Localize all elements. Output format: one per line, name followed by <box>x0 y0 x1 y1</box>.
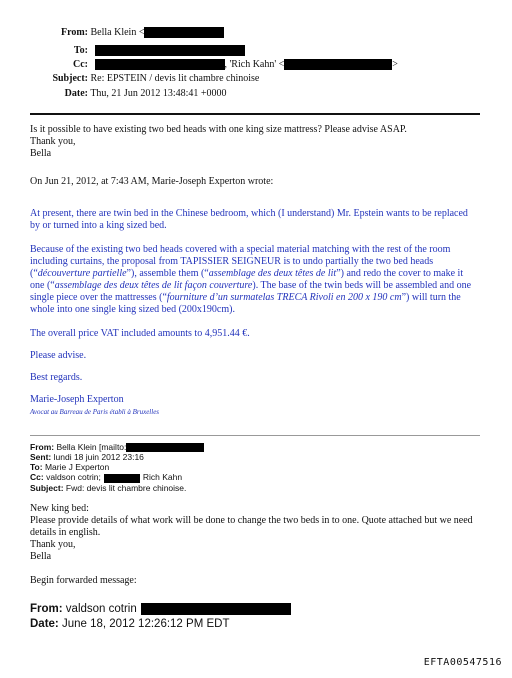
forward-sent-label: Sent: <box>30 452 52 463</box>
redaction-bar <box>104 474 140 483</box>
header-date-value: Thu, 21 Jun 2012 13:48:41 +0000 <box>90 88 227 99</box>
reply-line: Is it possible to have existing two bed heads with one king size mattress? Please advise ASAP. <box>30 124 407 135</box>
header-date-label: Date: <box>64 88 88 99</box>
forward-header <box>30 442 490 493</box>
forward-line: Begin forwarded message: <box>30 575 137 586</box>
reply-body <box>30 124 490 160</box>
forward-line: Thank you, <box>30 539 76 550</box>
redaction-bar <box>144 27 224 38</box>
bottom-date-value: June 18, 2012 12:26:12 PM EDT <box>61 618 230 630</box>
forward-to-row <box>30 462 490 472</box>
redaction-bar <box>284 59 392 70</box>
header-cc-mid: , 'Rich Kahn' < <box>224 59 285 70</box>
quoted-text: ”) will turn the whole into one single king sized bed (200x190cm). <box>30 292 461 315</box>
forward-cc-value: valdson cotrin; <box>46 472 101 483</box>
quoted-italic: fourniture d’un surmatelas TRECA Rivoli en 200 x 190 cm <box>166 292 402 303</box>
forward-sent-row <box>30 452 490 462</box>
bottom-from-row <box>30 603 291 616</box>
quoted-paragraph <box>30 244 480 316</box>
forward-sent-value: lundi 18 juin 2012 23:16 <box>53 452 144 463</box>
quote-intro: On Jun 21, 2012, at 7:43 AM, Marie-Joseph Experton wrote: <box>30 176 274 187</box>
quoted-paragraph: At present, there are twin bed in the Chinese bedroom, which (I understand) Mr. Epstein wants to be replaced by or turned into a king sized bed. <box>30 208 468 231</box>
bottom-from-label: From: <box>30 603 63 616</box>
signature-title: Avocat au Barreau de Paris établi à Bruxelles <box>30 408 160 416</box>
signature-name: Marie-Joseph Experton <box>30 394 124 405</box>
reply-line: Thank you, <box>30 136 76 147</box>
forward-line: Bella <box>30 551 52 562</box>
quoted-text: ”), assemble them (“ <box>126 268 209 279</box>
forward-line: Please provide details of what work will be done to change the two beds in to one. Quote attached but we need details in english. <box>30 515 473 538</box>
quoted-text: ). The base of the twin beds will be assembled and one single piece over the mattresses (“ <box>30 280 472 303</box>
forward-subject-row <box>30 483 490 493</box>
forward-line: New king bed: <box>30 503 89 514</box>
header-divider <box>30 113 480 115</box>
header-from-row <box>30 27 224 39</box>
redaction-bar <box>126 443 204 452</box>
header-cc-row <box>30 59 398 71</box>
quoted-text: ”) and redo the cover to make it one (“ <box>30 268 464 291</box>
forward-cc-value2: Rich Kahn <box>142 472 183 483</box>
quoted-text: Because of the existing two bed heads covered with a special material matching with the rest of the room including curtains, the proposal from TAPISSIER SEIGNEUR is to undo partially the two bed heads (“ <box>30 244 451 279</box>
header-from-label: From: <box>60 27 88 38</box>
quoted-italic: assemblage des deux têtes de lit <box>208 268 337 279</box>
bottom-date-label: Date: <box>30 618 59 630</box>
header-to-row <box>30 45 245 57</box>
header-to-label: To: <box>73 45 88 56</box>
bottom-from-value: valdson cotrin <box>65 603 137 616</box>
quoted-advise: Please advise. <box>30 350 87 361</box>
forward-subject-value: Fwd: devis lit chambre chinoise. <box>65 482 187 493</box>
redaction-bar <box>141 603 291 615</box>
header-subject-row <box>30 73 259 85</box>
forward-subject-label: Subject: <box>30 482 64 493</box>
quoted-price: The overall price VAT included amounts to 4,951.44 €. <box>30 328 250 339</box>
quoted-message <box>30 208 480 418</box>
forward-divider <box>30 435 480 436</box>
forward-to-label: To: <box>30 462 43 473</box>
forward-cc-row <box>30 472 490 482</box>
quoted-italic: assemblage des deux têtes de lit façon couverture <box>54 280 253 291</box>
quoted-italic: découverture partielle <box>37 268 127 279</box>
header-subject-value: Re: EPSTEIN / devis lit chambre chinoise <box>90 73 260 84</box>
forward-body <box>30 503 490 587</box>
forward-from-row <box>30 442 490 452</box>
quoted-regards: Best regards. <box>30 372 83 383</box>
bottom-date-row <box>30 618 229 631</box>
forward-from-value: Bella Klein [mailto: <box>56 442 127 452</box>
header-cc-label: Cc: <box>73 59 88 70</box>
redaction-bar <box>95 59 225 70</box>
forward-to-value: Marie J Experton <box>44 462 110 473</box>
forward-from-label: From: <box>30 442 55 452</box>
forward-cc-label: Cc: <box>30 472 44 483</box>
header-subject-label: Subject: <box>52 73 88 84</box>
header-date-row <box>30 88 227 100</box>
header-cc-tail: > <box>392 59 398 70</box>
redaction-bar <box>95 45 245 56</box>
header-from-value: Bella Klein < <box>90 27 145 38</box>
document-id: EFTA00547516 <box>423 657 502 668</box>
reply-line: Bella <box>30 148 52 159</box>
